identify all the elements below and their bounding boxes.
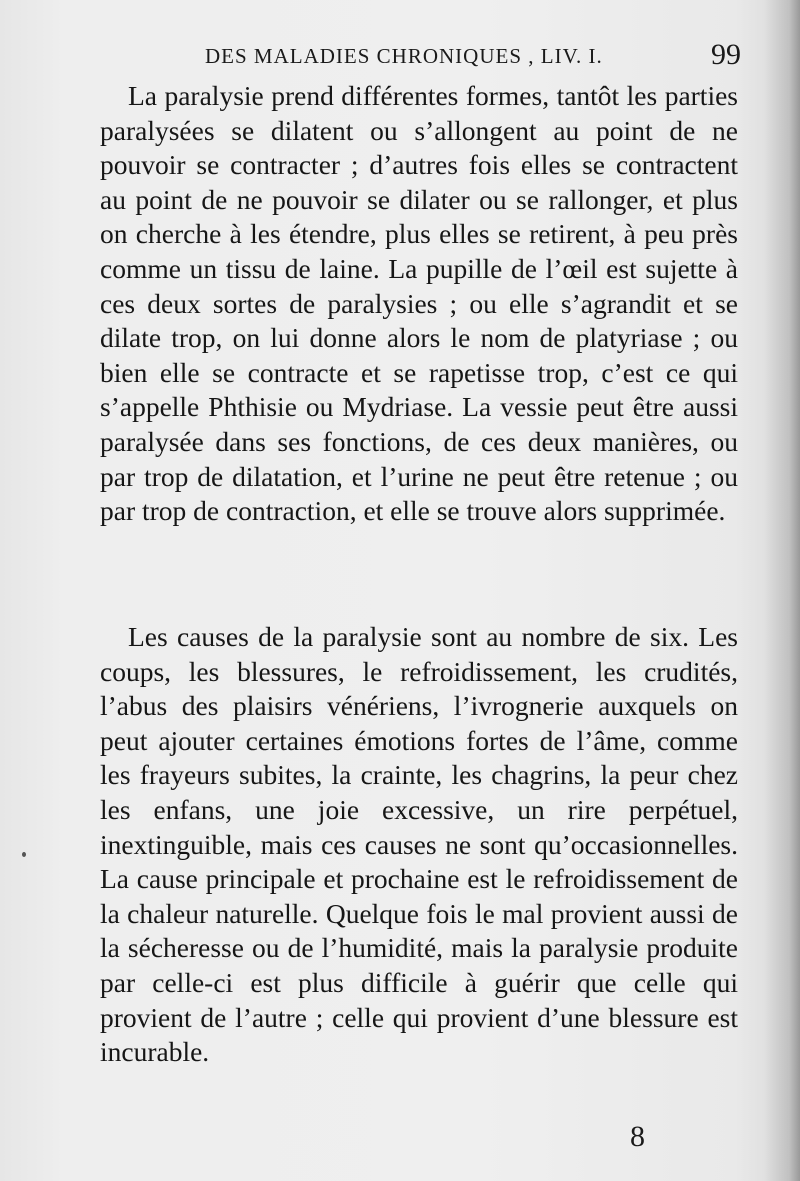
page-number: 99 (711, 38, 741, 71)
paragraph-causes-of-paralysis: Les causes de la paralysie sont au nombre de six. Les coups, les blessures, le refroidissement, les crudités, l’abus des plaisirs vénériens, l’ivrognerie auxquels on peut ajouter certaines émotions fortes de l’âme, comme les frayeurs subites, la crainte, les chagrins, la peur chez les enfans, une joie excessive, un rire perpétuel, inextinguible, mais ces causes ne sont qu’occasionnelles. La cause principale et prochaine est le refroidissement de la chaleur naturelle. Quelque fois le mal provient aussi de la sécheresse ou de l’humidité, mais la paralysie produite par celle-ci est plus difficile à guérir que celle qui provient de l’autre ; celle qui provient d’une blessure est incurable. (100, 621, 738, 1068)
paragraph-forms-of-paralysis: La paralysie prend différentes formes, tantôt les parties paralysées se dilatent ou s’allongent au point de ne pouvoir se contracter ; d’autres fois elles se contractent au point de ne pouvoir se dilater ou se rallonger, et plus on cherche à les étendre, plus elles se retirent, à peu près comme un tissu de laine. La pupille de l’œil est sujette à ces deux sortes de paralysies ; ou elle s’agrandit et se dilate trop, on lui donne alors le nom de platyriase ; ou bien elle se contracte et se rapetisse trop, c’est ce qui s’appelle Phthisie ou Mydriase. La vessie peut être aussi paralysée dans ses fonctions, de ces deux manières, ou par trop de dilatation, et l’urine ne peut être retenue ; ou par trop de contraction, et elle se trouve alors supprimée. (100, 80, 738, 527)
page-edge-shadow (764, 0, 800, 1181)
ink-speck (22, 852, 26, 857)
signature-mark: 8 (630, 1120, 645, 1153)
running-title: DES MALADIES CHRONIQUES , LIV. I. (205, 44, 603, 68)
page-header (205, 40, 745, 80)
